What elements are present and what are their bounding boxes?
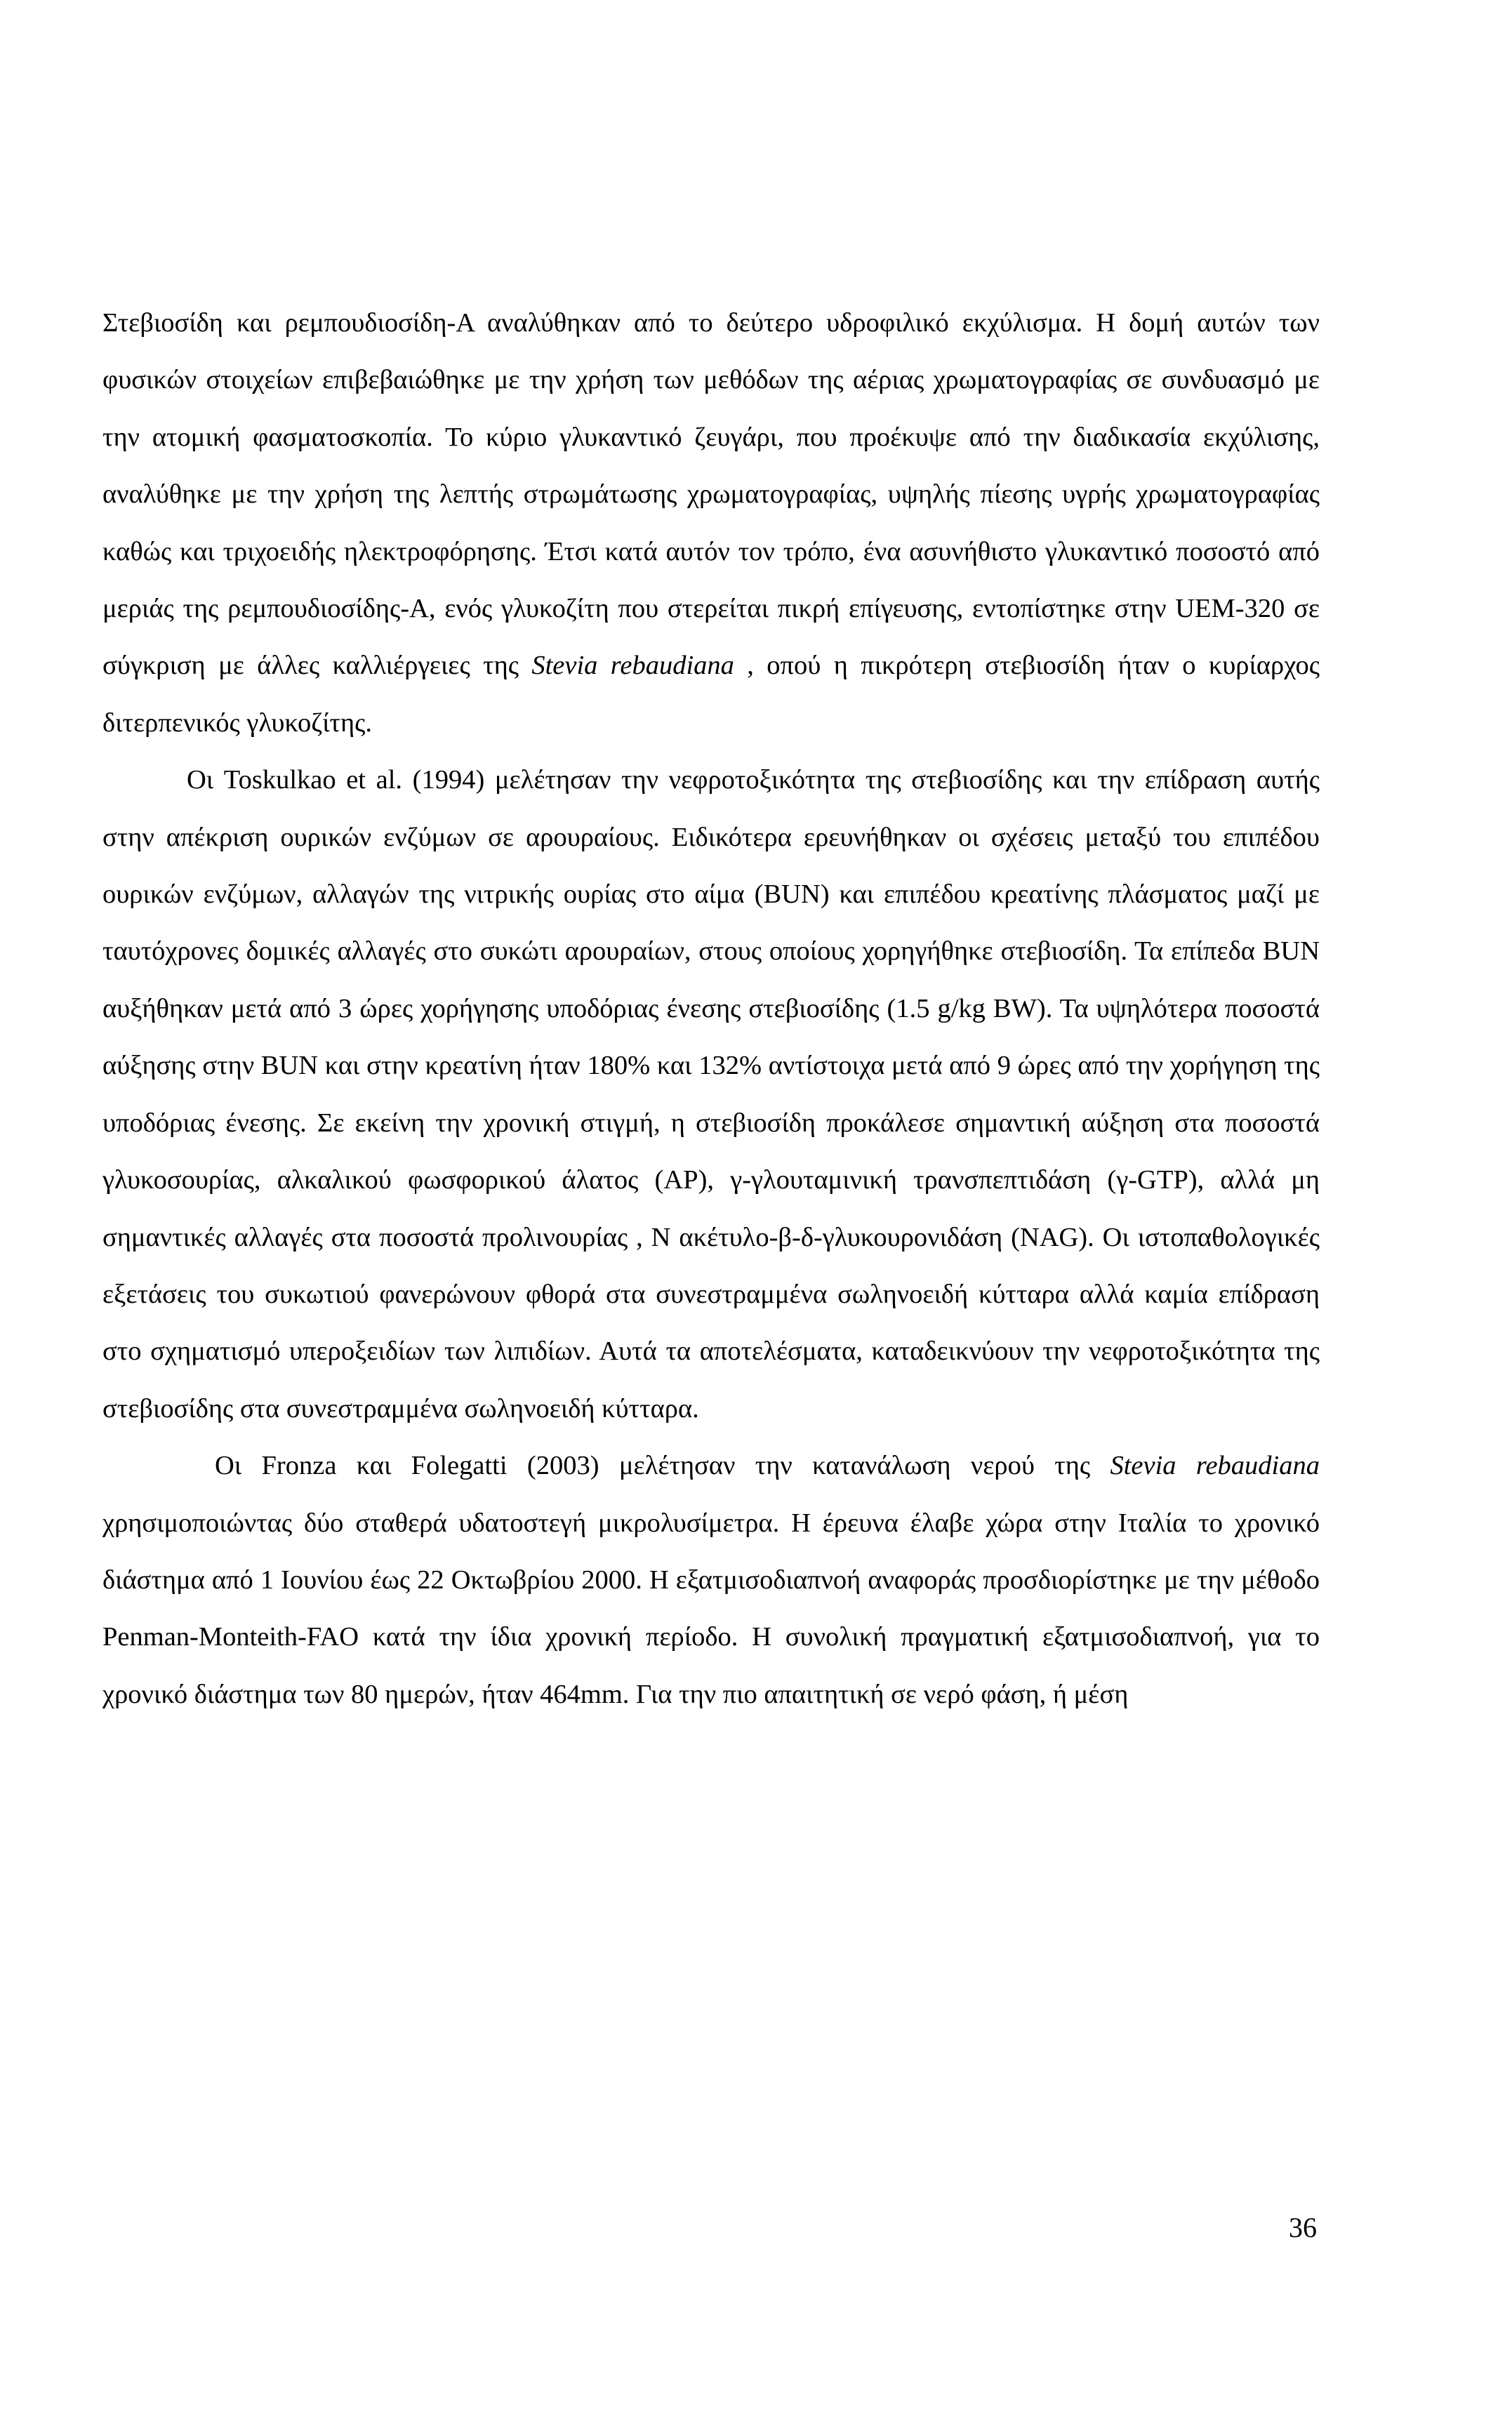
paragraph-1-text-2: , οπού η πικρότερη στεβιοσίδη ήταν ο κυρίαρχος διτερπενικός γλυκοζίτης. xyxy=(102,651,1320,738)
species-name-italic: Stevia rebaudiana xyxy=(1110,1451,1320,1481)
paragraph-2-text: Οι Toskulkao et al. (1994) μελέτησαν την νεφροτοξικότητα της στεβιοσίδης και την επίδραση αυτής στην απέκριση ουρικών ενζύμων σε αρουραίους. Ειδικότερα ερευνήθηκαν οι σχέσεις μεταξύ του επιπέδου ουρικών ενζύμων, αλλαγών της νιτρικής ουρίας στο αίμα (BUN) και επιπέδου κρεατίνης πλάσματος μαζί με ταυτόχρονες δομικές αλλαγές στο συκώτι αρουραίων, στους οποίους χορηγήθηκε στεβιοσίδη. Τα επίπεδα BUN αυξήθηκαν μετά από 3 ώρες χορήγησης υποδόριας ένεσης στεβιοσίδης (1.5 g/kg BW). Τα υψηλότερα ποσοστά αύξησης στην BUN και στην κρεατίνη ήταν 180% και 132% αντίστοιχα μετά από 9 ώρες από την χορήγηση της υποδόριας ένεσης. Σε εκείνη την χρονική στιγμή, η στεβιοσίδη προκάλεσε σημαντική αύξηση στα ποσοστά γλυκοσουρίας, αλκαλικού φωσφορικού άλατος (AP), γ-γλουταμινική τρανσπεπτιδάση (γ-GTP), αλλά μη σημαντικές αλλαγές στα ποσοστά προλινουρίας , N ακέτυλο-β-δ-γλυκουρονιδάση (NAG). Οι ιστοπαθολογικές εξετάσεις του συκωτιού φανερώνουν φθορά στα συνεστραμμένα σωληνοειδή κύτταρα αλλά καμία επίδραση στο σχηματισμό υπεροξειδίων των λιπιδίων. Αυτά τα αποτελέσματα, καταδεικνύουν την νεφροτοξικότητα της στεβιοσίδης στα συνεστραμμένα σωληνοειδή κύτταρα. xyxy=(102,765,1320,1423)
paragraph-3-text-1: Οι Fronza και Folegatti (2003) μελέτησαν την κατανάλωση νερού της xyxy=(215,1451,1110,1481)
paragraph-3 xyxy=(102,1438,1320,1723)
paragraph-1 xyxy=(102,295,1320,752)
page-number: 36 xyxy=(1289,2212,1317,2243)
species-name-italic: Stevia rebaudiana xyxy=(531,651,734,681)
body-text xyxy=(102,295,1320,1723)
paragraph-3-text-2: χρησιμοποιώντας δύο σταθερά υδατοστεγή μικρολυσίμετρα. Η έρευνα έλαβε χώρα στην Ιταλία το χρονικό διάστημα από 1 Ιουνίου έως 22 Οκτωβρίου 2000. Η εξατμισοδιαπνοή αναφοράς προσδιορίστηκε με την μέθοδο Penman-Monteith-FAO κατά την ίδια χρονική περίοδο. Η συνολική πραγματική εξατμισοδιαπνοή, για το χρονικό διάστημα των 80 ημερών, ήταν 464mm. Για την πιο απαιτητική σε νερό φάση, ή μέση xyxy=(102,1508,1320,1709)
paragraph-2 xyxy=(102,752,1320,1438)
paragraph-1-text-1: Στεβιοσίδη και ρεμπουδιοσίδη-Α αναλύθηκαν από το δεύτερο υδροφιλικό εκχύλισμα. Η δομή αυτών των φυσικών στοιχείων επιβεβαιώθηκε με την χρήση των μεθόδων της αέριας χρωματογραφίας σε συνδυασμό με την ατομική φασματοσκοπία. Το κύριο γλυκαντικό ζευγάρι, που προέκυψε από την διαδικασία εκχύλισης, αναλύθηκε με την χρήση της λεπτής στρωμάτωσης χρωματογραφίας, υψηλής πίεσης υγρής χρωματογραφίας καθώς και τριχοειδής ηλεκτροφόρησης. Έτσι κατά αυτόν τον τρόπο, ένα ασυνήθιστο γλυκαντικό ποσοστό από μεριάς της ρεμπουδιοσίδης-Α, ενός γλυκοζίτη που στερείται πικρή επίγευσης, εντοπίστηκε στην UEM-320 σε σύγκριση με άλλες καλλιέργειες της xyxy=(102,308,1320,681)
